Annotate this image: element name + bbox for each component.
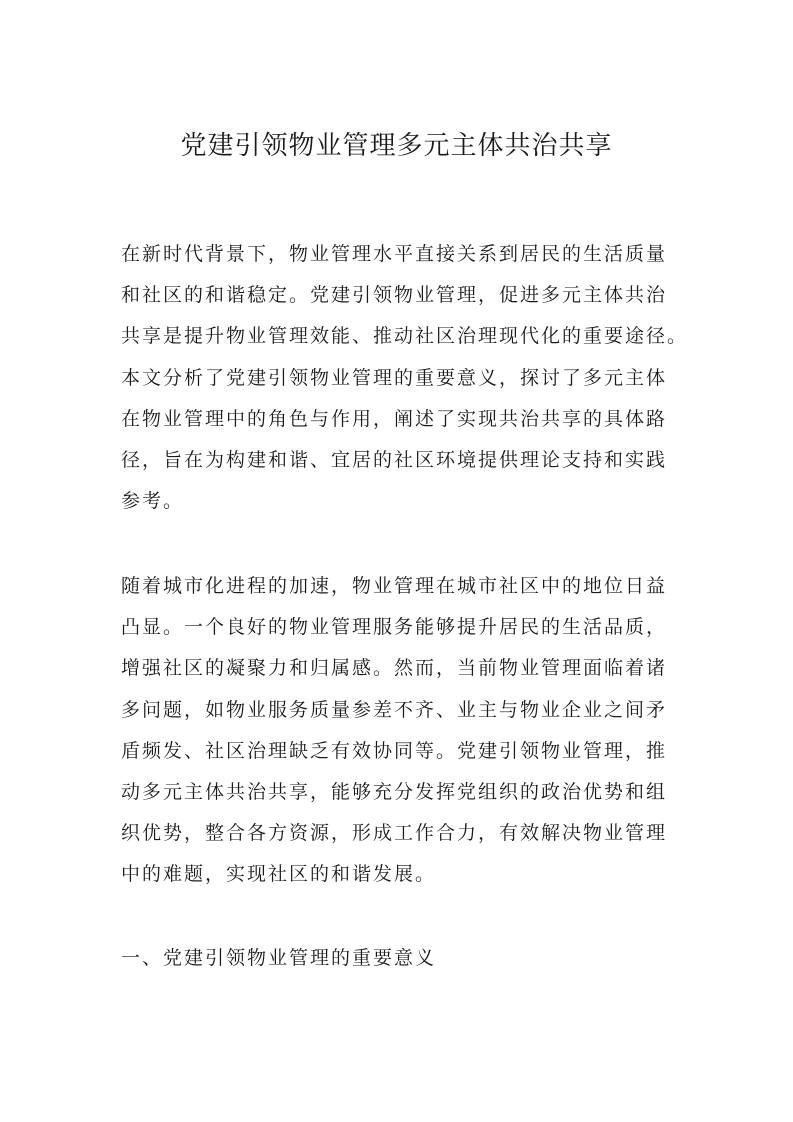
paragraph-line: 在新时代背景下，物业管理水平直接关系到居民的生活质量 [121, 243, 668, 265]
section-heading [121, 938, 436, 979]
paragraph-line: 和社区的和谐稳定。党建引领物业管理，促进多元主体共治 [121, 284, 668, 307]
paragraph-line: 动多元主体共治共享，能够充分发挥党组织的政治优势和组 [121, 781, 668, 804]
paragraph-line: 在物业管理中的角色与作用，阐述了实现共治共享的具体路 [121, 407, 668, 430]
paragraph-line: 多问题，如物业服务质量参差不齐、业主与物业企业之间矛 [121, 698, 668, 721]
paragraph-line: 径，旨在为构建和谐、宜居的社区环境提供理论支持和实践 [121, 449, 668, 472]
paragraph-line: 随着城市化进程的加速，物业管理在城市社区中的地位日益 [121, 575, 668, 597]
paragraph-line: 盾频发、社区治理缺乏有效协同等。党建引领物业管理，推 [121, 739, 668, 762]
paragraph-line: 本文分析了党建引领物业管理的重要意义，探讨了多元主体 [121, 366, 668, 389]
abstract-paragraph [121, 234, 688, 522]
introduction-paragraph [121, 566, 667, 896]
document-title: 党建引领物业管理多元主体共治共享 [180, 131, 613, 161]
paragraph-line: 增强社区的凝聚力和归属感。然而，当前物业管理面临着诸 [121, 657, 668, 680]
paragraph-line: 织优势，整合各方资源，形成工作合力，有效解决物业管理 [121, 822, 668, 845]
paragraph-line: 中的难题，实现社区的和谐发展。 [121, 863, 437, 886]
paragraph-line: 参考。 [121, 490, 185, 513]
paragraph-line: 共享是提升物业管理效能、推动社区治理现代化的重要途径。 [121, 325, 689, 348]
section-heading-text: 一、党建引领物业管理的重要意义 [121, 947, 437, 969]
paragraph-line: 凸显。一个良好的物业管理服务能够提升居民的生活品质， [121, 616, 668, 639]
